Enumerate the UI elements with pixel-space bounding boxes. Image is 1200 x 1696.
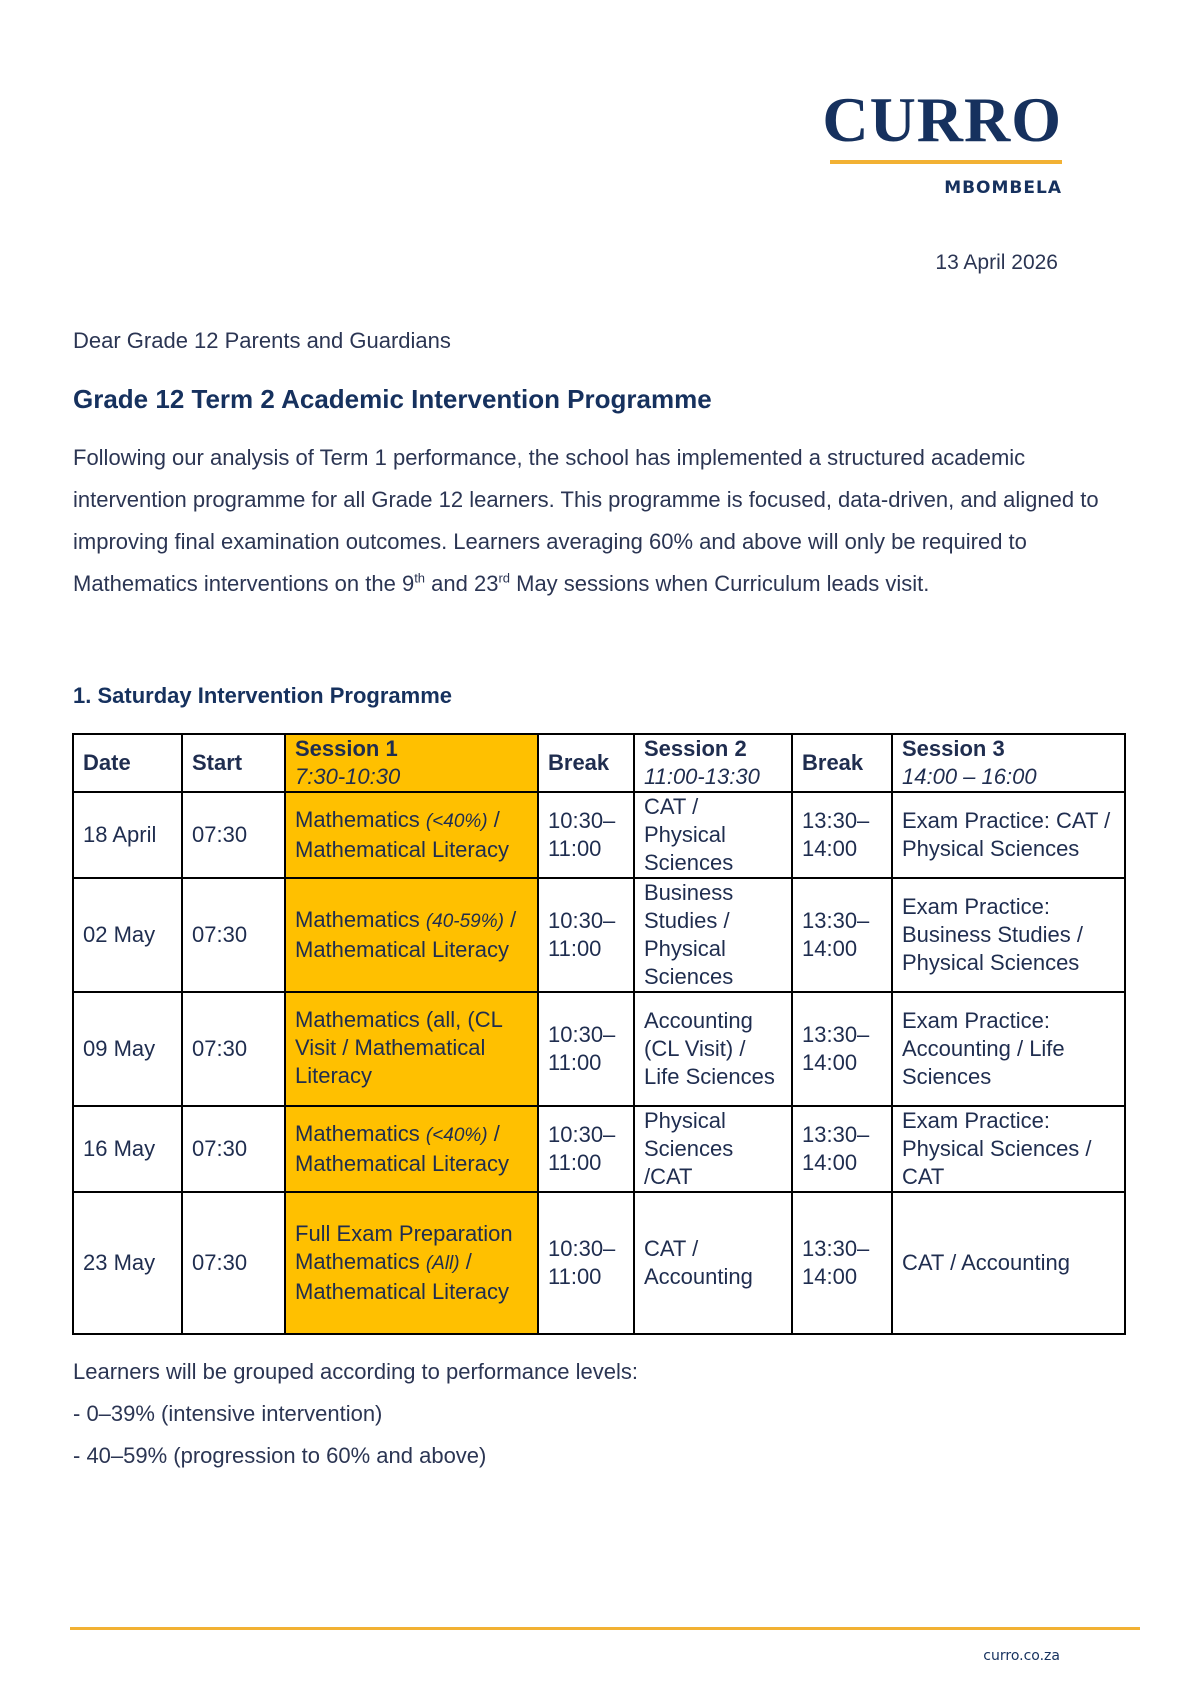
cell-session-1-text: Full Exam Preparation Mathematics xyxy=(295,1221,513,1274)
cell-session-1-text-rest: / Mathematical Literacy xyxy=(295,807,509,862)
cell-session-2: Accounting (CL Visit) / Life Sciences xyxy=(634,992,792,1106)
cell-session-1-note: (<40%) xyxy=(425,1125,488,1146)
grouping-notes xyxy=(73,1351,638,1477)
cell-break-2: 13:30–14:00 xyxy=(792,992,892,1106)
cell-session-2: Physical Sciences /CAT xyxy=(634,1106,792,1192)
header-session-2-time: 11:00-13:30 xyxy=(644,764,760,789)
cell-session-3: Exam Practice: Business Studies / Physical Sciences xyxy=(892,878,1125,992)
cell-break-2: 13:30–14:00 xyxy=(792,1192,892,1334)
intro-superscript-rd: rd xyxy=(498,570,510,586)
grouping-level-1: - 0–39% (intensive intervention) xyxy=(73,1401,383,1426)
curro-logo xyxy=(802,84,1062,198)
table-row xyxy=(73,878,1125,992)
cell-session-3: Exam Practice: CAT / Physical Sciences xyxy=(892,792,1125,878)
cell-start: 07:30 xyxy=(182,792,285,878)
saturday-schedule-table xyxy=(72,733,1126,1335)
cell-session-1 xyxy=(285,878,538,992)
cell-session-1-note: (All) xyxy=(425,1253,460,1274)
table-row xyxy=(73,992,1125,1106)
cell-session-2: CAT / Accounting xyxy=(634,1192,792,1334)
cell-session-1 xyxy=(285,992,538,1106)
cell-session-3: CAT / Accounting xyxy=(892,1192,1125,1334)
header-session-2-label: Session 2 xyxy=(644,736,747,761)
grouping-level-2: - 40–59% (progression to 60% and above) xyxy=(73,1443,487,1468)
cell-date: 16 May xyxy=(73,1106,182,1192)
intro-text-2: and 23 xyxy=(425,571,499,596)
intro-text-3: May sessions when Curriculum leads visit. xyxy=(510,571,930,596)
cell-session-1-text: Mathematics xyxy=(295,1121,426,1146)
cell-start: 07:30 xyxy=(182,878,285,992)
footer-divider xyxy=(70,1627,1140,1630)
cell-session-3: Exam Practice: Accounting / Life Sciences xyxy=(892,992,1125,1106)
header-date: Date xyxy=(73,734,182,792)
cell-session-1-text: Mathematics xyxy=(295,807,426,832)
cell-session-1 xyxy=(285,1192,538,1334)
table-row xyxy=(73,792,1125,878)
table-row xyxy=(73,1106,1125,1192)
cell-break-2: 13:30–14:00 xyxy=(792,878,892,992)
cell-session-1-text-rest: / Mathematical Literacy xyxy=(295,1121,509,1176)
cell-date: 02 May xyxy=(73,878,182,992)
table-row xyxy=(73,1192,1125,1334)
cell-break-1: 10:30–11:00 xyxy=(538,792,634,878)
grouping-intro: Learners will be grouped according to performance levels: xyxy=(73,1359,638,1384)
header-session-3 xyxy=(892,734,1125,792)
header-break-2: Break xyxy=(792,734,892,792)
intro-text-1: Following our analysis of Term 1 performance, the school has implemented a structured academic intervention programme for all Grade 12 learners. This programme is focused, data-driven, and aligned to improving final examination outcomes. Learners averaging 60% and above will only be required to Mathematics interventions on the 9 xyxy=(73,445,1099,596)
intro-paragraph xyxy=(73,437,1133,605)
header-session-1 xyxy=(285,734,538,792)
intro-superscript-th: th xyxy=(414,570,426,586)
cell-break-2: 13:30–14:00 xyxy=(792,792,892,878)
cell-session-2: Business Studies / Physical Sciences xyxy=(634,878,792,992)
cell-date: 09 May xyxy=(73,992,182,1106)
table-header-row xyxy=(73,734,1125,792)
cell-session-1-text-rest: / Mathematical Literacy xyxy=(295,1249,509,1304)
cell-session-1-text-rest: / Mathematical Literacy xyxy=(295,907,517,962)
cell-session-1-note: (<40%) xyxy=(425,811,488,832)
cell-break-1: 10:30–11:00 xyxy=(538,878,634,992)
cell-session-1 xyxy=(285,792,538,878)
logo-wordmark: CURRO xyxy=(822,84,1062,155)
cell-session-1-text: Mathematics xyxy=(295,907,426,932)
cell-break-1: 10:30–11:00 xyxy=(538,1106,634,1192)
cell-session-3: Exam Practice: Physical Sciences / CAT xyxy=(892,1106,1125,1192)
cell-session-1 xyxy=(285,1106,538,1192)
section-heading: 1. Saturday Intervention Programme xyxy=(73,683,452,708)
header-break-1: Break xyxy=(538,734,634,792)
cell-start: 07:30 xyxy=(182,992,285,1106)
header-start: Start xyxy=(182,734,285,792)
cell-start: 07:30 xyxy=(182,1192,285,1334)
cell-break-1: 10:30–11:00 xyxy=(538,992,634,1106)
logo-campus: MBOMBELA xyxy=(944,178,1062,198)
cell-break-2: 13:30–14:00 xyxy=(792,1106,892,1192)
cell-date: 23 May xyxy=(73,1192,182,1334)
cell-break-1: 10:30–11:00 xyxy=(538,1192,634,1334)
header-session-2 xyxy=(634,734,792,792)
salutation: Dear Grade 12 Parents and Guardians xyxy=(73,328,451,353)
logo-underline xyxy=(830,160,1062,164)
header-session-1-label: Session 1 xyxy=(295,736,398,761)
cell-date: 18 April xyxy=(73,792,182,878)
letter-date: 13 April 2026 xyxy=(935,251,1058,274)
cell-session-1-text: Mathematics (all, (CL Visit / Mathematical Literacy xyxy=(295,1007,503,1088)
header-session-1-time: 7:30-10:30 xyxy=(295,764,401,789)
cell-session-2: CAT / Physical Sciences xyxy=(634,792,792,878)
header-session-3-label: Session 3 xyxy=(902,736,1005,761)
cell-start: 07:30 xyxy=(182,1106,285,1192)
letter-title: Grade 12 Term 2 Academic Intervention Programme xyxy=(73,384,712,414)
footer-url: curro.co.za xyxy=(983,1648,1060,1664)
header-session-3-time: 14:00 – 16:00 xyxy=(902,764,1037,789)
cell-session-1-note: (40-59%) xyxy=(425,911,504,932)
